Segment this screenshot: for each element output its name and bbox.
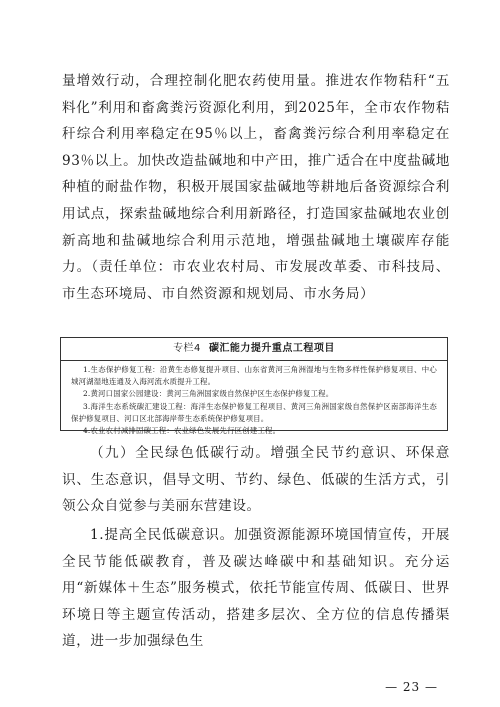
- special-column-item: 4.农业农村减排固碳工程：农业绿色发展先行区创建工程。: [83, 426, 281, 436]
- special-column-number: 专栏4: [173, 343, 201, 354]
- special-column-item: 3.海洋生态系统碳汇建设工程：海洋生态保护修复工程项目、黄河三角洲国家级自然保护区南部海洋生态保护修复项目、河口区北部海岸带生态系统保护修复项目。: [71, 401, 437, 423]
- special-column-body: [61, 361, 447, 437]
- paragraph-low-carbon-action: （九）全民绿色低碳行动。增强全民节约意识、环保意识、生态意识，倡导文明、节约、绿色、低碳的生活方式，引领公众自觉参与美丽东营建设。: [62, 445, 450, 515]
- paragraph-agriculture-actions: 量增效行动，合理控制化肥农药使用量。推进农作物秸秆“五料化”利用和畜禽粪污资源化利用，到2025年，全市农作物秸秆综合利用率稳定在95％以上，畜禽粪污综合利用率稳定在93％以上。加快改造盐碱地和中产田，推广适合在中度盐碱地种植的耐盐作物，积极开展国家盐碱地等耕地后备资源综合利用试点，探索盐碱地综合利用新路径，打造国家盐碱地农业创新高地和盐碱地综合利用示范地，增强盐碱地土壤碳库存能力。（责任单位：市农业农村局、市发展改革委、市科技局、市生态环境局、市自然资源和规划局、市水务局）: [62, 73, 450, 302]
- special-column-box: [60, 337, 448, 436]
- paragraph-raise-awareness: 1.提高全民低碳意识。加强资源能源环境国情宣传，开展全民节能低碳教育，普及碳达峰碳中和基础知识。充分运用“新媒体＋生态”服务模式，依托节能宣传周、低碳日、世界环境日等主题宣传活动，搭建多层次、全方位的信息传播渠道，进一步加强绿色生: [62, 527, 450, 650]
- page-number: — 23 —: [385, 680, 438, 694]
- special-column-title: 碳汇能力提升重点工程项目: [208, 343, 335, 354]
- special-column-item: 1.生态保护修复工程：沿黄生态修复提升项目、山东省黄河三角洲湿地与生物多样性保护修复项目、中心城河湖湿地连通及入海河流水质提升工程。: [71, 365, 437, 387]
- special-column-header: [61, 338, 447, 361]
- special-column-item: 2.黄河口国家公园建设：黄河三角洲国家级自然保护区生态保护修复工程。: [83, 389, 334, 399]
